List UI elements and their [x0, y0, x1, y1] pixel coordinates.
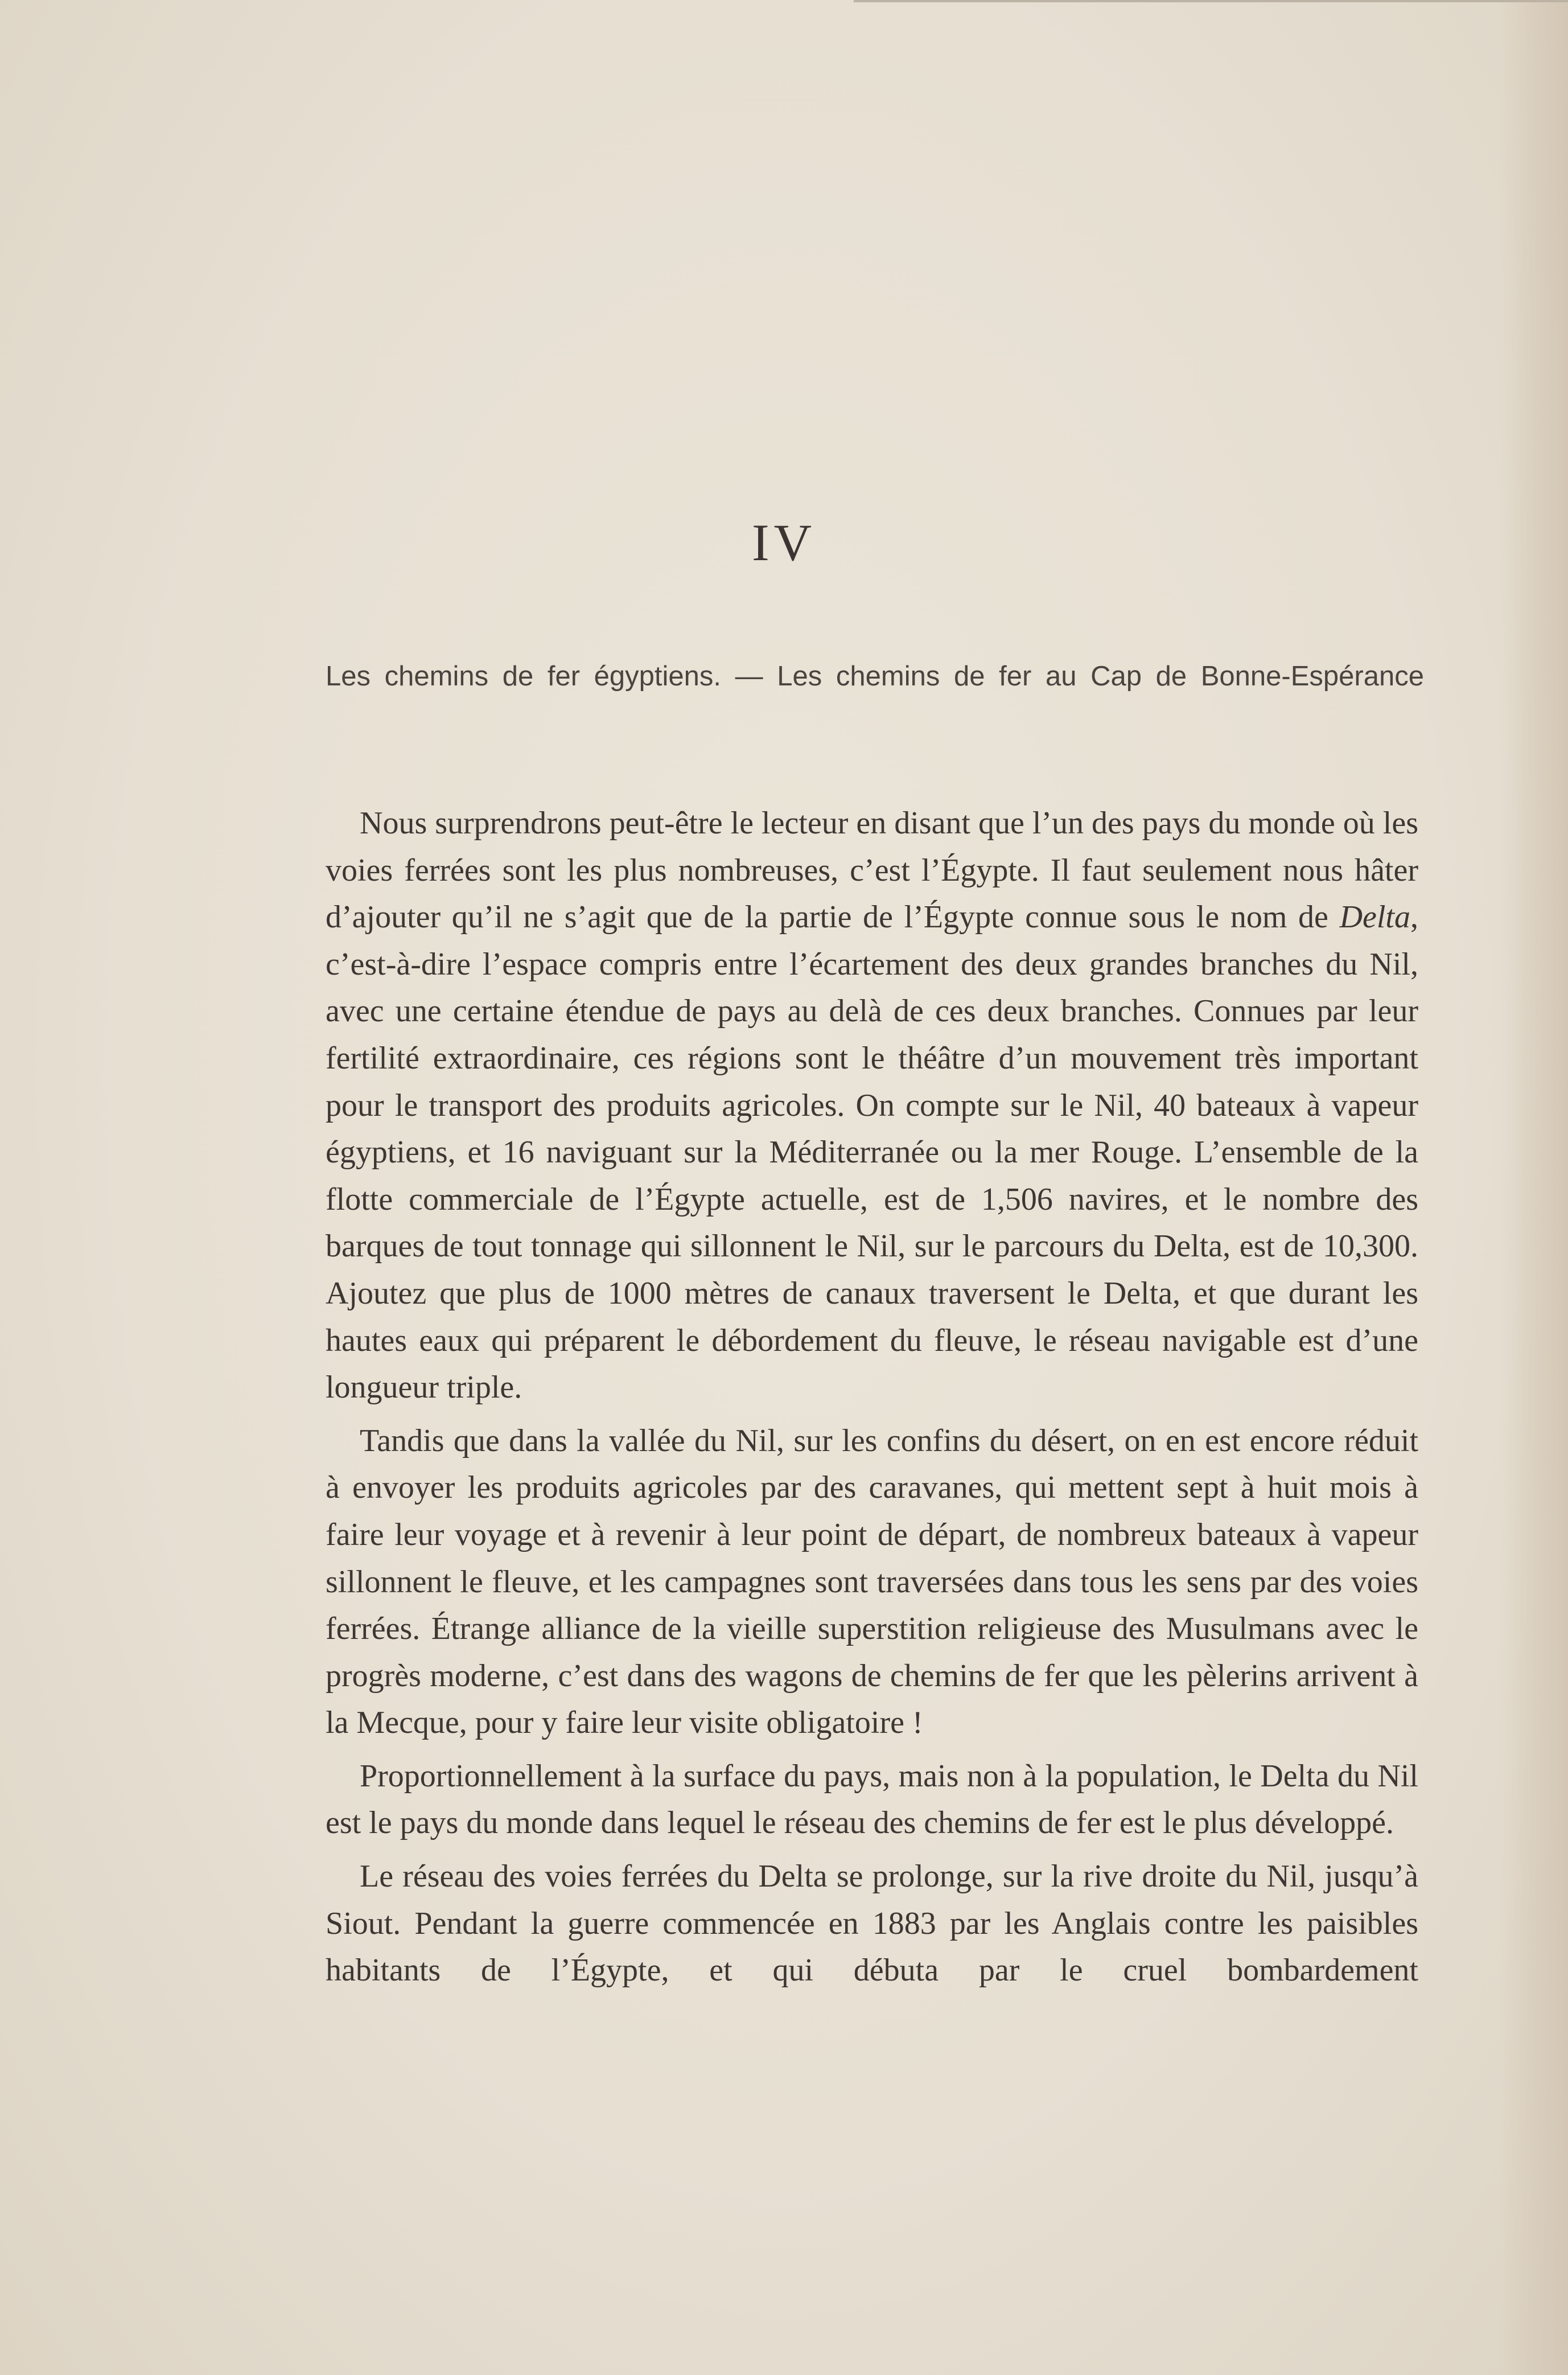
body-text [326, 800, 1418, 1994]
page-top-edge [854, 0, 1568, 2]
chapter-summary: Les chemins de fer égyptiens. — Les chemins de fer au Cap de Bonne-Espérance [326, 661, 1424, 692]
paragraph-3: Proportionnellement à la surface du pays, mais non à la population, le Delta du Nil est le pays du monde dans lequel le réseau des chemins de fer est le plus développé. [326, 1758, 1418, 1841]
paragraph-4: Le réseau des voies ferrées du Delta se prolonge, sur la rive droite du Nil, jusqu’à Siout. Pendant la guerre commencée en 1883 par les Anglais contre les paisibles habitants de l’Égypte, et qui débuta par le cruel bombardement [326, 1859, 1418, 1988]
paragraph-2: Tandis que dans la vallée du Nil, sur les confins du désert, on en est encore réduit à envoyer les produits agricoles par des caravanes, qui mettent sept à huit mois à faire leur voyage et à revenir à leur point de départ, de nombreux bateaux à vapeur sillonnent le fleuve, et les campagnes sont traversées dans tous les sens par des voies ferrées. Étrange alliance de la vieille superstition religieuse des Musulmans avec le progrès moderne, c’est dans des wagons de chemins de fer que les pèlerins arrivent à la Mecque, pour y faire leur visite obligatoire ! [326, 1423, 1418, 1741]
delta-italic: Delta [1339, 899, 1410, 935]
chapter-numeral: IV [751, 513, 817, 572]
paragraph-1-part-b: , c’est-à-dire l’espace compris entre l’écartement des deux grandes branches du Nil, avec une certaine étendue de pays au delà de ces deux branches. Connues par leur fertilité extraordinaire, ces régions sont le théâtre d’un mouvement très important pour le transport des produits agricoles. On compte sur le Nil, 40 bateaux à vapeur égyptiens, et 16 naviguant sur la Méditerranée ou la mer Rouge. L’ensemble de la flotte commerciale de l’Égypte actuelle, est de 1,506 navires, et le nombre des barques de tout tonnage qui sillonnent le Nil, sur le parcours du Delta, est de 10,300. Ajoutez que plus de 1000 mètres de canaux traversent le Delta, et que durant les hautes eaux qui préparent le débordement du fleuve, le réseau navigable est d’une longueur triple. [326, 899, 1418, 1406]
paragraph-1-part-a: Nous surprendrons peut-être le lecteur en disant que l’un des pays du monde où les voies ferrées sont les plus nombreuses, c’est l’Égypte. Il faut seulement nous hâter d’ajouter qu’il ne s’agit que de la partie de l’Égypte connue sous le nom de [326, 806, 1418, 935]
page-edge-shadow [1500, 0, 1568, 2375]
paragraph-1 [326, 800, 1418, 1411]
